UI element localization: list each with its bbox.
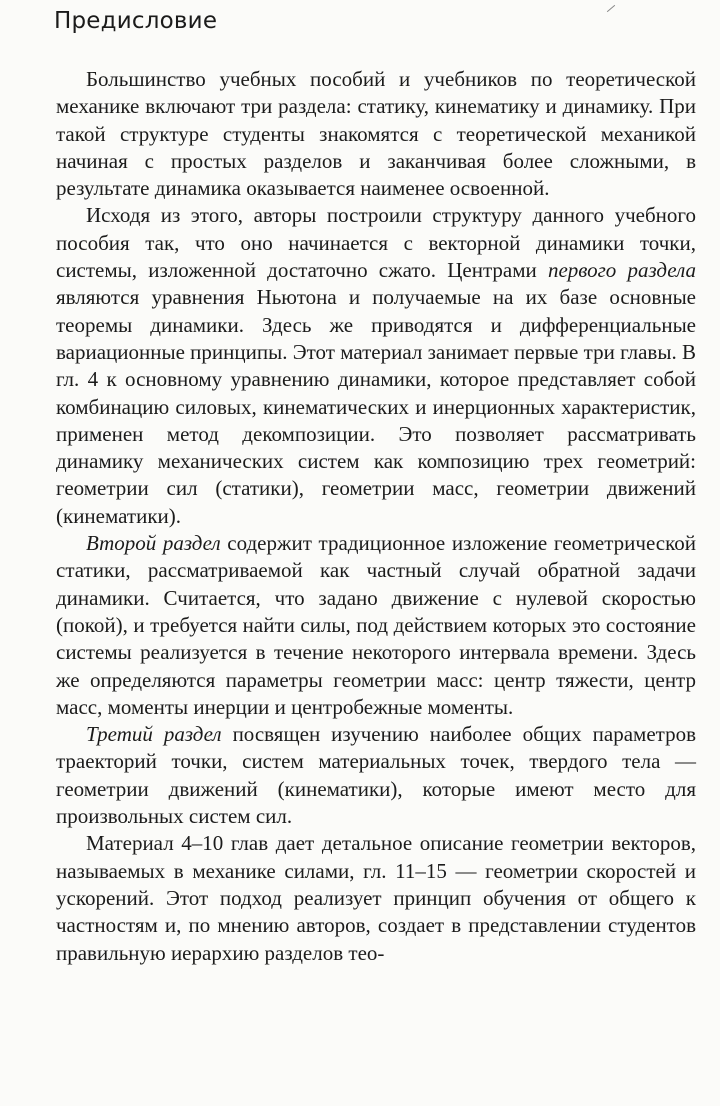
paragraph-text: Большинство учебных пособий и учебников по теоретической механике включают три раздела: статику, кинематику и динамику. При такой структуре студенты знакомятся с теоретической механикой начиная с простых разделов и заканчивая более сложными, в результате динамика оказывается наименее освоенной. [56, 67, 696, 201]
italic-term: Третий раздел [86, 722, 222, 747]
paragraph-text: Исходя из этого, авторы построили структуру данного учебного пособия так, что оно начинается с векторной динамики точки, системы, изложенной достаточно сжато. Центрами [56, 203, 696, 283]
paragraph-1 [56, 66, 696, 202]
paragraph-text: являются уравнения Ньютона и получаемые на их базе основные теоремы динамики. Здесь же приводятся и дифференциальные вариационные принципы. Этот материал занимает первые три главы. В гл. 4 к основному уравнению динамики, которое представляет собой комбинацию силовых, кинематических и инерционных характеристик, применен метод декомпозиции. Это позволяет рассматривать динамику механических систем как композицию трех геометрий: геометрии сил (статики), геометрии масс, геометрии движений (кинематики). [56, 285, 696, 528]
page-title: Предисловие [54, 8, 218, 34]
paragraph-5 [56, 830, 696, 966]
paragraph-text: содержит традиционное изложение геометрической статики, рассматриваемой как частный случай обратной задачи динамики. Считается, что задано движение с нулевой скоростью (покой), и требуется найти силы, под действием которых это состояние системы реализуется в течение некоторого интервала времени. Здесь же определяются параметры геометрии масс: центр тяжести, центр масс, моменты инерции и центробежные моменты. [56, 531, 696, 719]
body-text [56, 66, 696, 967]
corner-mark [607, 5, 615, 12]
paragraph-4 [56, 721, 696, 830]
paragraph-2 [56, 202, 696, 530]
paragraph-text: Материал 4–10 глав дает детальное описание геометрии векторов, называемых в механике силами, гл. 11–15 — геометрии скоростей и ускорений. Этот подход реализует принцип обучения от общего к частностям и, по мнению авторов, создает в представлении студентов правильную иерархию разделов тео- [56, 831, 696, 965]
paragraph-3 [56, 530, 696, 721]
paragraph-text: посвящен изучению наиболее общих параметров траекторий точки, систем материальных точек, твердого тела — геометрии движений (кинематики), которые имеют место для произвольных систем сил. [56, 722, 696, 829]
italic-term: первого раздела [547, 258, 696, 283]
italic-term: Второй раздел [86, 531, 221, 556]
